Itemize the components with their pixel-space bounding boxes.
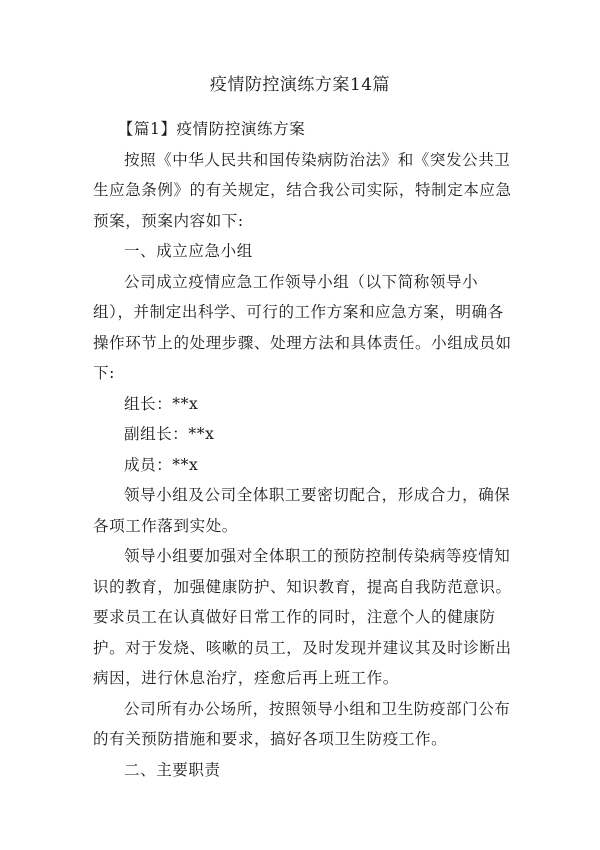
paragraph-team: 公司成立疫情应急工作领导小组（以下简称领导小组），并制定出科学、可行的工作方案和应急方案，明确各操作环节上的处理步骤、处理方法和具体责任。小组成员如下: bbox=[93, 272, 512, 382]
section-heading-2: 二、主要职责 bbox=[124, 760, 221, 779]
document-body bbox=[93, 114, 513, 785]
member-leader: 组长：**x bbox=[124, 394, 199, 413]
member-deputy: 副组长：**x bbox=[124, 425, 215, 443]
paragraph-offices: 公司所有办公场所，按照领导小组和卫生防疫部门公布的有关预防措施和要求，搞好各项卫生防疫工作。 bbox=[93, 699, 511, 748]
paragraph-intro: 按照《中华人民共和国传染病防治法》和《突发公共卫生应急条例》的有关规定，结合我公司实际，特制定本应急预案，预案内容如下: bbox=[93, 150, 512, 230]
document-title: 疫情防控演练方案14篇 bbox=[209, 75, 391, 95]
section-heading-1: 一、成立应急小组 bbox=[124, 242, 253, 260]
member-members: 成员：**x bbox=[124, 455, 199, 474]
paragraph-education: 领导小组要加强对全体职工的预防控制传染病等疫情知识的教育，加强健康防护、知识教育，提高自我防范意识。要求员工在认真做好日常工作的同时，注意个人的健康防护。对于发烧、咳嗽的员工，及时发现并建议其及时诊断出病因，进行休息治疗，痊愈后再上班工作。 bbox=[93, 547, 512, 687]
paragraph-cooperation: 领导小组及公司全体职工要密切配合，形成合力，确保各项工作落到实处。 bbox=[93, 486, 511, 535]
article-heading: 【篇1】疫情防控演练方案 bbox=[117, 120, 306, 138]
